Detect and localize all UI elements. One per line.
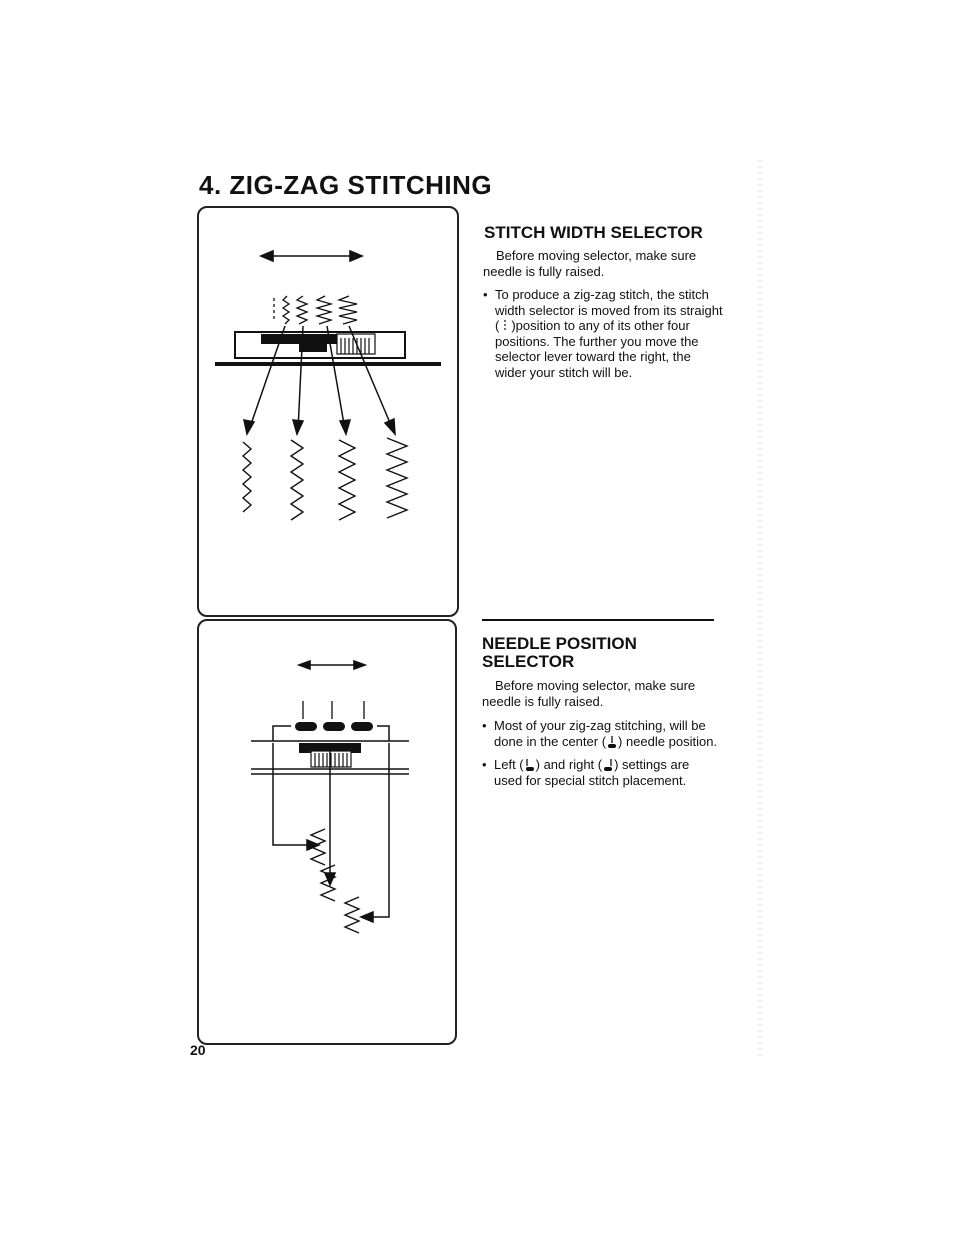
needle-position-intro: Before moving selector, make sure needle is fully raised. xyxy=(482,678,696,709)
medium-zigzag-sample xyxy=(291,440,303,520)
needle-markers xyxy=(303,701,364,719)
stitch-width-diagram xyxy=(199,208,457,615)
needle-position-illustration xyxy=(197,619,457,1045)
position-slots xyxy=(295,722,373,731)
wide-zigzag-sample xyxy=(339,440,355,520)
page-number: 20 xyxy=(190,1042,206,1058)
stitch-width-bullets xyxy=(483,287,725,388)
page-edge-shadow xyxy=(757,160,763,1060)
position-arrows xyxy=(273,743,389,922)
needle-position-bullet-1: • Most of your zig-zag stitching, will be done in the center ( ) needle position. xyxy=(482,718,718,749)
left-needle-icon xyxy=(524,758,536,772)
stitch-width-heading: STITCH WIDTH SELECTOR xyxy=(484,223,703,242)
section-divider xyxy=(482,619,714,621)
double-arrow-icon xyxy=(299,661,365,669)
needle-position-bullets xyxy=(482,718,718,796)
needle-position-diagram xyxy=(199,621,455,1043)
page-title: 4. ZIG-ZAG STITCHING xyxy=(199,170,493,200)
needle-position-heading: NEEDLE POSITION SELECTOR xyxy=(482,634,637,671)
stitch-width-illustration xyxy=(197,206,459,617)
stitch-width-intro: Before moving selector, make sure needle is fully raised. xyxy=(483,248,697,279)
right-needle-icon xyxy=(602,758,614,772)
selector-knob xyxy=(311,751,351,767)
stitch-samples xyxy=(243,438,407,520)
double-arrow-icon xyxy=(261,251,362,261)
straight-stitch-dotted-icon xyxy=(499,319,511,333)
needle-position-bullet-2: • Left ( ) and right ( ) settings are used for special stitch placement. xyxy=(482,757,718,788)
needle-position-stitches xyxy=(311,829,359,933)
narrow-zigzag-sample xyxy=(243,442,251,512)
stitch-width-bullet: • To produce a zig-zag stitch, the stitch width selector is moved from its straight ( )position to any of its other four positions. The further you move the selector lever toward the right, the wider your stitch will be. xyxy=(483,287,725,380)
widest-zigzag-sample xyxy=(387,438,407,518)
center-needle-icon xyxy=(606,735,618,749)
width-position-markers xyxy=(274,296,357,324)
